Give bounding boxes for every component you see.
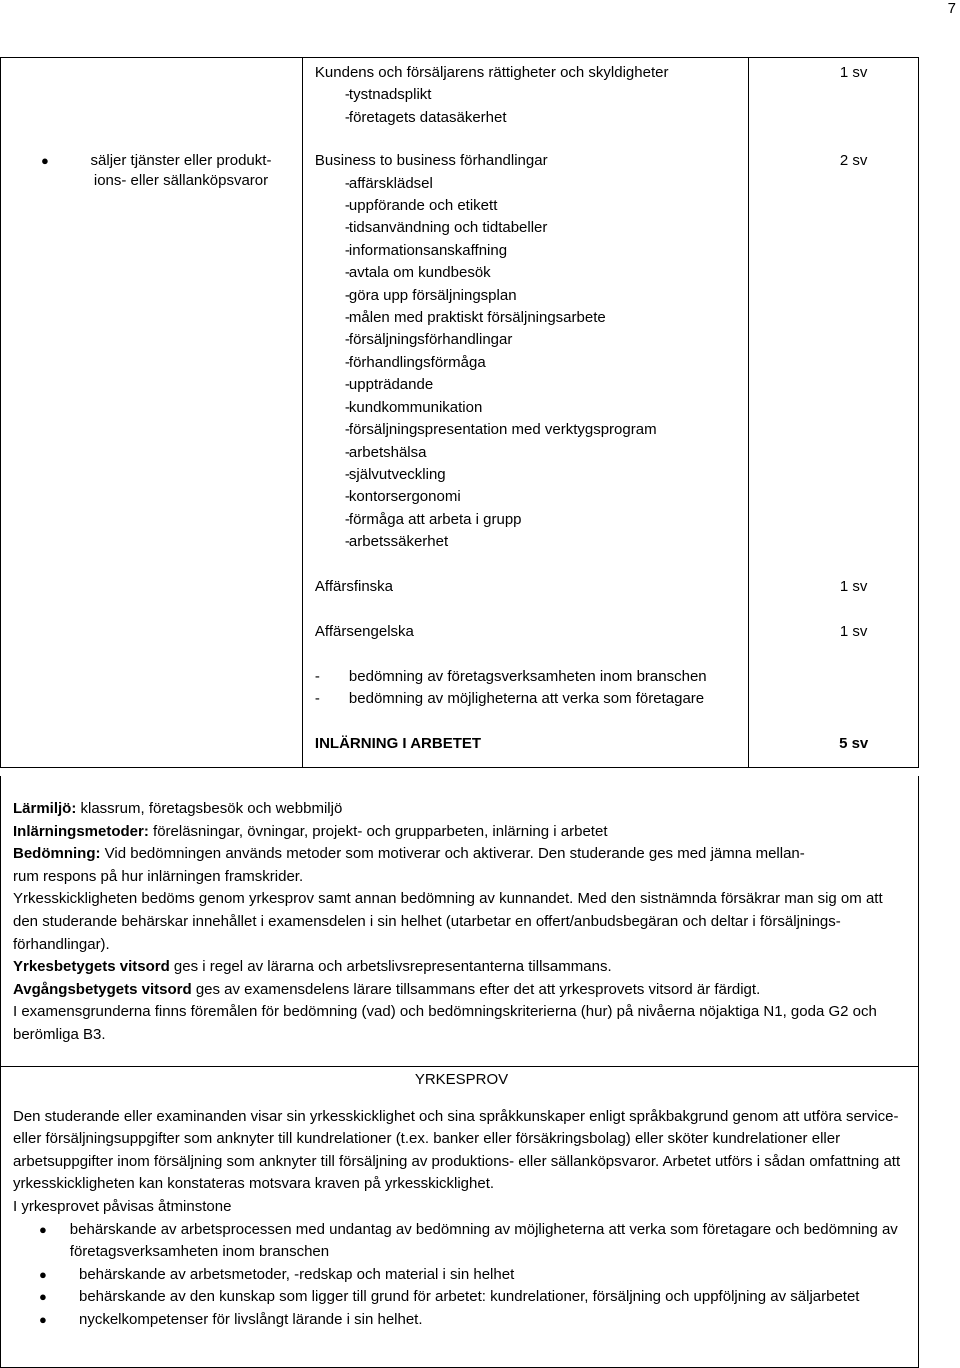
yrkesprov-intro: I yrkesprovet påvisas åtminstone [13, 1197, 232, 1215]
list-item: - självutveckling [344, 465, 446, 483]
list-item: - bedömning av företagsverksamheten inom branschen [314, 667, 707, 685]
credits-finnish: 1 sv [839, 577, 868, 595]
page-number: 7 [947, 0, 956, 17]
list-item: - förhandlingsförmåga [344, 353, 486, 371]
left-column [1, 58, 303, 768]
yrkesprov-box [0, 1067, 919, 1368]
bullet-icon: ● [39, 1311, 47, 1327]
bullet-icon: ● [39, 1221, 47, 1237]
credits-b2b: 2 sv [839, 152, 868, 170]
paragraph-yrkesskicklighet: Yrkesskickligheten bedöms genom yrkesprov samt annan bedömning av kunnandet. Med den sistnämnda försäkrar man sig om att den studerande behärskar innehållet i examensdelen i sin helhet (utarbetar en offert/anbudsbegäran och deltar i försäljnings-förhandlingar). [13, 890, 883, 953]
list-item: - förmåga att arbeta i grupp [344, 510, 522, 528]
affarsengelska-label: Affärsengelska [314, 622, 414, 640]
list-item: - uppträdande [344, 376, 434, 394]
list-item: - tystnadsplikt [344, 86, 432, 104]
list-item: - försäljningspresentation med verktygsprogram [344, 421, 657, 439]
credits-work-learning: 5 sv [839, 735, 869, 753]
assessment-line: Bedömning: Vid bedömningen används metoder som motiverar och aktiverar. Den studerande ges med jämna mellan- rum respons på hur inlärningen framskrider. [13, 845, 805, 885]
list-item: - tidsanvändning och tidtabeller [344, 219, 548, 237]
final-grade-line: Avgångsbetygets vitsord ges av examensdelens lärare tillsammans efter det att yrkesprovets vitsord är färdigt. [13, 980, 761, 998]
b2b-section [315, 150, 748, 553]
work-learning-label: INLÄRNING I ARBETET [314, 734, 482, 752]
bullet-icon: ● [39, 1289, 47, 1305]
list-item: - avtala om kundbesök [344, 264, 491, 282]
list-item: - affärsklädsel [344, 174, 433, 192]
list-item: - kundkommunikation [344, 398, 483, 416]
list-item: ● nyckelkompetenser för livslångt lärande i sin helhet. [13, 1309, 910, 1332]
assessment-info-box [0, 776, 919, 1067]
list-item: - försäljningsförhandlingar [344, 331, 513, 349]
list-item: - målen med praktiskt försäljningsarbete [344, 309, 606, 327]
curriculum-table [0, 57, 919, 768]
yrkesprov-title: YRKESPROV [414, 1071, 509, 1088]
list-item: - göra upp försäljningsplan [344, 286, 517, 304]
affarsfinska-label: Affärsfinska [314, 577, 394, 595]
environment-line: Lärmiljö: klassrum, företagsbesök och webbmiljö [13, 800, 343, 817]
left-bullet-item [1, 151, 302, 191]
list-item: ● behärskande av den kunskap som ligger till grund för arbetet: kundrelationer, försäljning och uppföljning av säljarbetet [13, 1286, 910, 1309]
rights-heading: Kundens och försäljarens rättigheter och skyldigheter [314, 64, 669, 81]
b2b-heading: Business to business förhandlingar [314, 152, 548, 170]
methods-line: Inlärningsmetoder: föreläsningar, övningar, projekt- och grupparbeten, inlärning i arbetet [13, 822, 608, 840]
list-item: - arbetssäkerhet [344, 533, 449, 551]
credits-rights: 1 sv [839, 64, 868, 81]
list-item: - bedömning av möjligheterna att verka som företagare [314, 689, 705, 707]
list-item: - kontorsergonomi [344, 488, 461, 506]
list-item: - informationsanskaffning [344, 241, 508, 259]
grade-line: Yrkesbetygets vitsord ges i regel av lärarna och arbetslivsrepresentanterna tillsammans. [13, 958, 612, 976]
paragraph-criteria: I examensgrunderna finns föremålen för bedömning (vad) och bedömningskriterierna (hur) på nivåerna nöjaktiga N1, goda G2 och berömliga B3. [13, 1003, 877, 1043]
list-item: - uppförande och etikett [344, 197, 498, 215]
bullet-icon: ● [39, 1266, 47, 1282]
credits-column [749, 58, 919, 768]
content-column [302, 58, 748, 768]
credits-english: 1 sv [839, 622, 868, 640]
left-bullet-text: säljer tjänster eller produkt- ions- eller sällanköpsvaror [90, 152, 272, 189]
bullet-icon: ● [41, 153, 49, 168]
list-item: ● behärskande av arbetsmetoder, -redskap och material i sin helhet [13, 1264, 910, 1287]
list-item: - företagets datasäkerhet [344, 108, 507, 126]
list-item: - arbetshälsa [344, 443, 427, 461]
yrkesprov-paragraph: Den studerande eller examinanden visar sin yrkesskicklighet och sina språkkunskaper enligt språkbakgrund genom att utföra service- eller försäljningsuppgifter som anknyter till kundrelationer (t.ex. banker eller försäkringsbolag) eller sköter kundrelationer eller arbetsuppgifter inom försäljning som anknyter till försäljning av produktions- eller sällanköpsvaror. Arbetet utförs i sådan omfattning att yrkesskickligheten kan konstateras motsvara kraven på yrkesskicklighet. [13, 1107, 901, 1193]
list-item: ● behärskande av arbetsprocessen med undantag av bedömning av möjligheterna att verka som företagare och bedömning av företagsverksamheten inom branschen [13, 1219, 910, 1264]
rights-section [315, 62, 748, 129]
